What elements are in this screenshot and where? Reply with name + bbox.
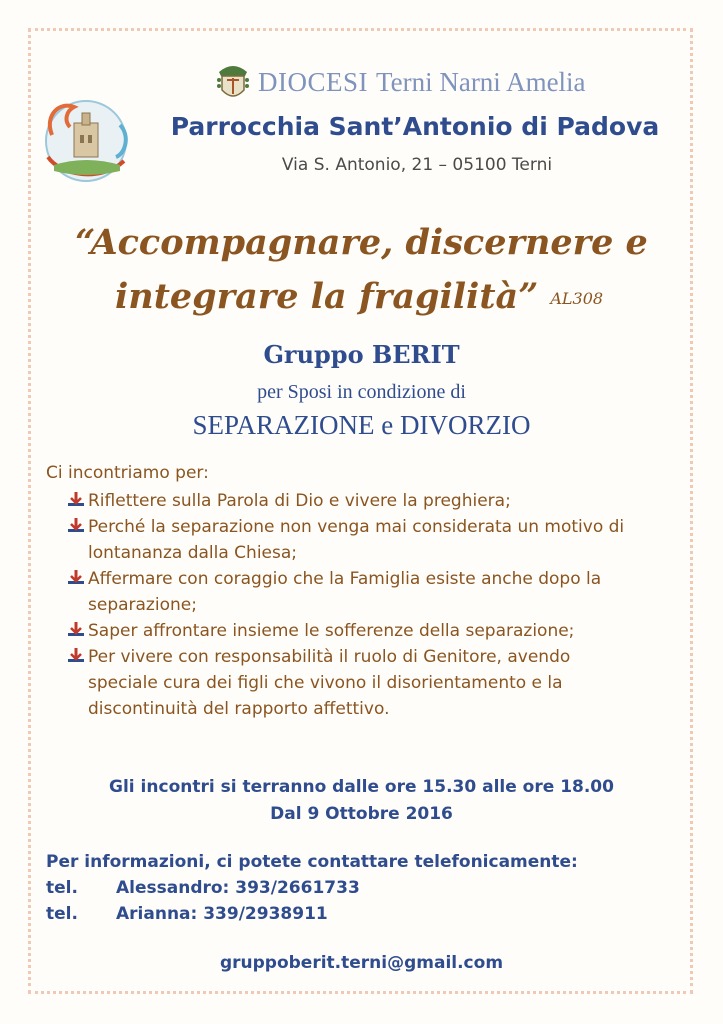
purpose-text-line: Perché la separazione non venga mai considerata un motivo di	[88, 517, 625, 537]
purpose-text	[88, 514, 624, 566]
purpose-item	[66, 488, 686, 514]
group-name: Gruppo BERIT	[263, 340, 460, 369]
phone-label: tel.	[46, 878, 78, 898]
down-arrow-bullet-icon	[66, 517, 88, 535]
diocese-header	[216, 62, 586, 102]
purpose-text-line: Saper affrontare insieme le sofferenze della separazione;	[88, 621, 575, 641]
purpose-text-line: lontananza dalla Chiesa;	[88, 543, 297, 563]
parish-logo	[40, 95, 132, 187]
schedule-start-date: Dal 9 Ottobre 2016	[270, 804, 453, 824]
phone-number: Arianna: 339/2938911	[116, 904, 328, 924]
purpose-text	[88, 618, 574, 644]
parish-address: Via S. Antonio, 21 – 05100 Terni	[281, 155, 553, 175]
contact-row	[46, 901, 578, 927]
purpose-text	[88, 644, 570, 722]
purpose-text	[88, 488, 511, 514]
purpose-item	[66, 566, 686, 618]
down-arrow-bullet-icon	[66, 647, 88, 665]
title-reference: AL308	[550, 289, 604, 308]
purpose-text-line: speciale cura dei figli che vivono il disorientamento e la	[88, 673, 563, 693]
down-arrow-bullet-icon	[66, 569, 88, 587]
contact-email: gruppoberit.terni@gmail.com	[219, 953, 504, 973]
title-line-1: “Accompagnare, discernere e	[75, 222, 648, 263]
title-line-2-text: integrare la fragilità”	[115, 276, 539, 317]
parish-name: Parrocchia Sant’Antonio di Padova	[170, 112, 660, 141]
diocese-word: DIOCESI	[258, 66, 368, 97]
purpose-text	[88, 566, 601, 618]
diocese-name: Terni Narni Amelia	[376, 66, 586, 97]
down-arrow-bullet-icon	[66, 491, 88, 509]
title-line-2	[115, 276, 603, 317]
purpose-text-line: discontinuità del rapporto affettivo.	[88, 699, 390, 719]
purpose-text-line: separazione;	[88, 595, 197, 615]
phone-label: tel.	[46, 904, 78, 924]
group-topic: SEPARAZIONE e DIVORZIO	[192, 410, 531, 440]
purpose-text-line: Affermare con coraggio che la Famiglia esiste anche dopo la	[88, 569, 602, 589]
purpose-item	[66, 514, 686, 566]
schedule-time: Gli incontri si terranno dalle ore 15.30 alle ore 18.00	[109, 777, 614, 797]
schedule	[0, 774, 723, 828]
purpose-item	[66, 644, 686, 722]
purpose-item	[66, 618, 686, 644]
purpose-text-line: Riflettere sulla Parola di Dio e vivere la preghiera;	[88, 491, 511, 511]
contact-intro: Per informazioni, ci potete contattare telefonicamente:	[46, 852, 578, 872]
group-subtitle: per Sposi in condizione di	[257, 381, 466, 403]
contact-row	[46, 875, 578, 901]
diocese-crest-icon	[216, 62, 250, 102]
phone-number: Alessandro: 393/2661733	[116, 878, 360, 898]
purpose-text-line: Per vivere con responsabilità il ruolo di Genitore, avendo	[88, 647, 571, 667]
purposes-intro: Ci incontriamo per:	[46, 463, 209, 483]
down-arrow-bullet-icon	[66, 621, 88, 639]
purposes-list	[66, 488, 686, 722]
contact-info	[46, 849, 578, 927]
